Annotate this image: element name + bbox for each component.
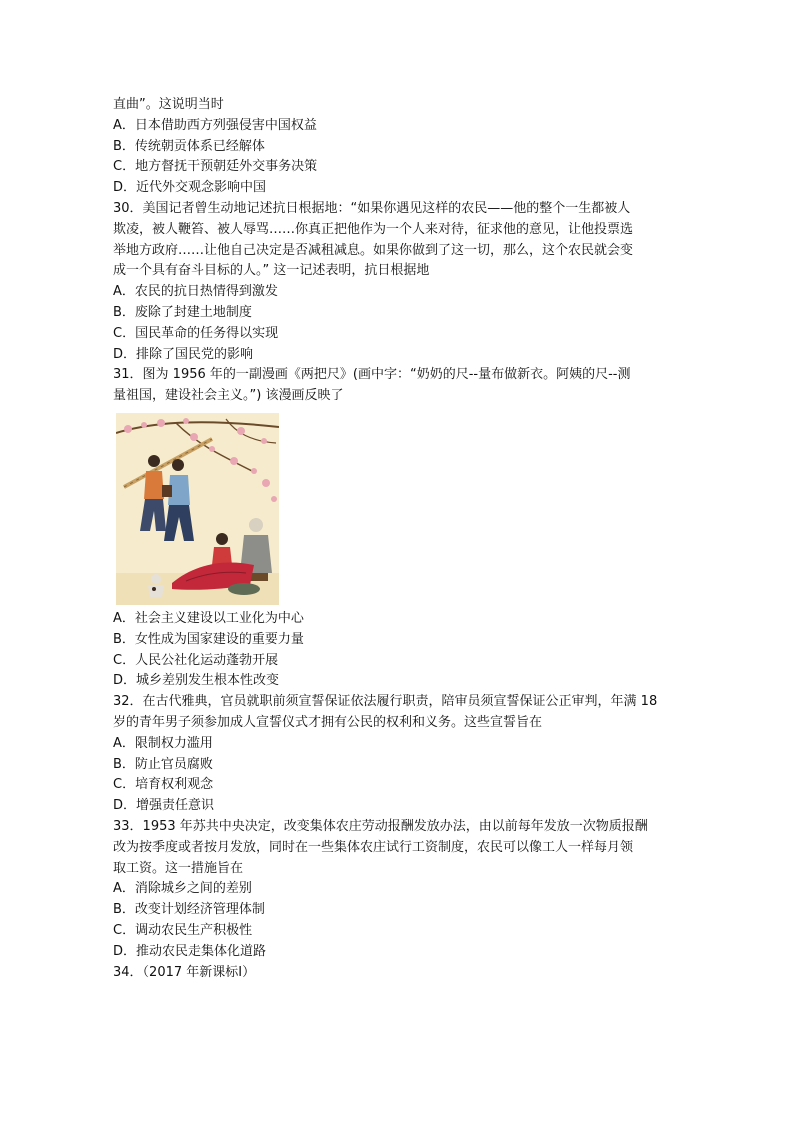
q32-option-a: A．限制权力滥用 [113,735,213,751]
exam-page [113,95,693,983]
q30-option-c: C．国民革命的任务得以实现 [113,325,279,341]
q33-stem-line: 取工资。这一措施旨在 [113,860,244,876]
q29-option-c: C．地方督抚干预朝廷外交事务决策 [113,159,318,175]
q32-option-c: C．培育权利观念 [113,777,214,793]
q32-option-d: D．增强责任意识 [113,798,215,814]
q30-stem-line: 成一个具有奋斗目标的人。” 这一记述表明，抗日根据地 [113,263,430,279]
q33-option-c: C．调动农民生产积极性 [113,922,253,938]
q29-stem-tail: 直曲”。这说明当时 [113,97,224,112]
q32-stem-line: 岁的青年男子须参加成人宣誓仪式才拥有公民的权利和义务。这些宣誓旨在 [113,714,543,730]
q33-stem-line: 33．1953 年苏共中央决定，改变集体农庄劳动报酬发放办法，由以前每年发放一次物质报酬 [113,818,648,834]
q30-option-d: D．排除了国民党的影响 [113,346,254,362]
q32-option-b: B．防止官员腐败 [113,756,213,772]
cartoon-two-rulers-illustration [116,413,279,605]
q33-option-d: D．推动农民走集体化道路 [113,943,267,959]
q30-option-a: A．农民的抗日热情得到激发 [113,284,278,300]
q34-header: 34．（2017 年新课标Ⅰ） [113,964,256,980]
q33-option-b: B．改变计划经济管理体制 [113,902,265,918]
q32-stem-line: 32．在古代雅典，官员就职前须宣誓保证依法履行职责，陪审员须宣誓保证公正审判，年满 18 [113,694,658,710]
q31-option-d: D．城乡差别发生根本性改变 [113,673,280,689]
q29-option-d: D．近代外交观念影响中国 [113,180,267,196]
q33-stem-line: 改为按季度或者按月发放，同时在一些集体农庄试行工资制度，农民可以像工人一样每月领 [113,839,634,855]
q31-option-b: B．女性成为国家建设的重要力量 [113,631,304,647]
q30-stem-line: 举地方政府……让他自己决定是否减租减息。如果你做到了这一切，那么，这个农民就会变 [113,242,634,258]
q31-option-a: A．社会主义建设以工业化为中心 [113,610,304,626]
q33-option-a: A．消除城乡之间的差别 [113,881,252,897]
q29-option-b: B．传统朝贡体系已经解体 [113,138,265,154]
q30-stem-line: 30．美国记者曾生动地记述抗日根据地：“如果你遇见这样的农民——他的整个一生都被人 [113,200,631,216]
q30-stem-line: 欺凌，被人鞭笞、被人辱骂……你真正把他作为一个人来对待，征求他的意见，让他投票选 [113,221,634,237]
q29-option-a: A．日本借助西方列强侵害中国权益 [113,117,317,133]
q31-stem-line: 量祖国，建设社会主义。”) 该漫画反映了 [113,388,344,404]
q31-stem-line: 31．图为 1956 年的一副漫画《两把尺》(画中字：“奶奶的尺--量布做新衣。阿姨的尺--测 [113,367,631,383]
q31-option-c: C．人民公社化运动蓬勃开展 [113,652,279,668]
q30-option-b: B．废除了封建土地制度 [113,304,252,320]
